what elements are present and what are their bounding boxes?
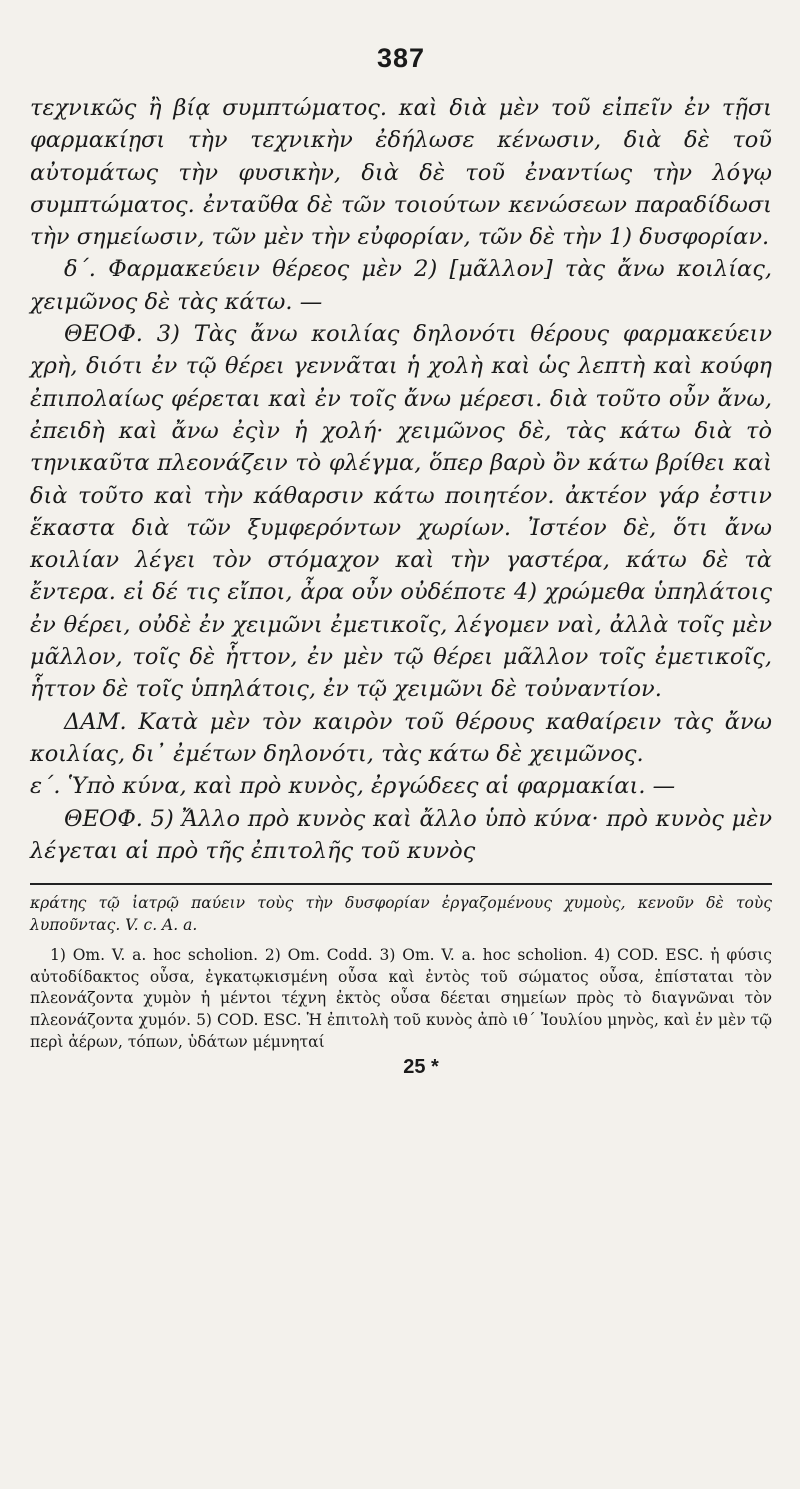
footnotes: [30, 893, 772, 1054]
main-text: [30, 92, 772, 867]
paragraph-damascius-commentary-4: ΔΑΜ. Κατὰ μὲν τὸν καιρὸν τοῦ θέρους καθαίρειν τὰς ἄνω κοιλίας, δι᾽ ἐμέτων δηλονότι, τὰς κάτω δὲ χειμῶνος.: [30, 708, 772, 767]
paragraph-aphorism-4: δ΄. Φαρμακεύειν θέρεος μὲν 2) [μᾶλλον] τὰς ἄνω κοιλίας, χειμῶνος δὲ τὰς κάτω. —: [30, 256, 772, 315]
footnote-divider: [30, 883, 772, 885]
paragraph-theophilus-commentary-5: ΘΕΟΦ. 5) Ἄλλο πρὸ κυνὸς καὶ ἄλλο ὑπὸ κύνα· πρὸ κυνὸς μὲν λέγεται αἱ πρὸ τῆς ἐπιτολῆς τοῦ κυνὸς: [30, 805, 772, 864]
paragraph-theophilus-commentary-4: ΘΕΟΦ. 3) Τὰς ἄνω κοιλίας δηλονότι θέρους φαρμακεύειν χρὴ, διότι ἐν τῷ θέρει γεννᾶται ἡ χολὴ καὶ ὡς λεπτὴ καὶ κούφη ἐπιπολαίως φέρεται καὶ ἐν τοῖς ἄνω μέρεσι. διὰ τοῦτο οὖν ἄνω, ἐπειδὴ καὶ ἄνω ἐςὶν ἡ χολή· χειμῶνος δὲ, τὰς κάτω διὰ τὸ τηνικαῦτα πλεονάζειν τὸ φλέγμα, ὅπερ βαρὺ ὂν κάτω βρίθει καὶ διὰ τοῦτο καὶ τὴν κάθαρσιν κάτω ποιητέον. ἀκτέον γάρ ἐστιν ἕκαστα διὰ τῶν ξυμφερόντων χωρίων. Ἰστέον δὲ, ὅτι ἄνω κοιλίαν λέγει τὸν στόμαχον καὶ τὴν γαστέρα, κάτω δὲ τὰ ἔντερα. εἰ δέ τις εἴποι, ἆρα οὖν οὐδέποτε 4) χρώμεθα ὑπηλάτοις ἐν θέρει, οὐδὲ ἐν χειμῶνι ἐμετικοῖς, λέγομεν ναὶ, ἀλλὰ τοῖς μὲν μᾶλλον, τοῖς δὲ ἧττον, ἐν μὲν τῷ θέρει μᾶλλον τοῖς ἐμετικοῖς, ἧττον δὲ τοῖς ὑπηλάτοις, ἐν τῷ χειμῶνι δὲ τοὐναντίον.: [30, 321, 772, 703]
page-number: 387: [376, 43, 426, 73]
footnote-continuation: κράτης τῷ ἰατρῷ παύειν τοὺς τὴν δυσφορίαν ἐργαζομένους χυμοὺς, κενοῦν δὲ τοὺς λυποῦντας. V. c. A. a.: [30, 894, 772, 934]
paragraph-aphorism-5: ε΄. Ὑπὸ κύνα, καὶ πρὸ κυνὸς, ἐργώδεες αἱ φαρμακίαι. —: [30, 773, 676, 800]
paragraph-commentary-continuation: τεχνικῶς ἢ βίᾳ συμπτώματος. καὶ διὰ μὲν τοῦ εἰπεῖν ἐν τῇσι φαρμακίῃσι τὴν τεχνικὴν ἐδήλωσε κένωσιν, διὰ δὲ τοῦ αὐτομάτως τὴν φυσικὴν, διὰ δὲ τοῦ ἐναντίως τὴν λόγῳ συμπτώματος. ἐνταῦθα δὲ τῶν τοιούτων κενώσεων παραδίδωσι τὴν σημείωσιν, τῶν μὲν τὴν εὐφορίαν, τῶν δὲ τὴν 1) δυσφορίαν.: [30, 95, 772, 251]
footnote-apparatus: 1) Om. V. a. hoc scholion. 2) Om. Codd. 3) Om. V. a. hoc scholion. 4) COD. ESC. ἡ φύσις αὐτοδίδακτος οὖσα, ἐγκατῳκισμένη οὖσα καὶ ἐντὸς τοῦ σώματος οὖσα, ἐπίσταται τὸν πλεονάζοντα χυμὸν ἡ μέντοι τέχνη ἐκτὸς οὖσα δέεται σημείων πρὸς τὸ διαγνῶναι τὸν πλεονάζοντα χυμόν. 5) COD. ESC. Ἡ ἐπιτολὴ τοῦ κυνὸς ἀπὸ ιθ΄ Ἰουλίου μηνὸς, καὶ ἐν μὲν τῷ περὶ ἀέρων, τόπων, ὑδάτων μέμνηταί: [30, 945, 772, 1051]
signature-mark: 25 *: [403, 1055, 439, 1078]
